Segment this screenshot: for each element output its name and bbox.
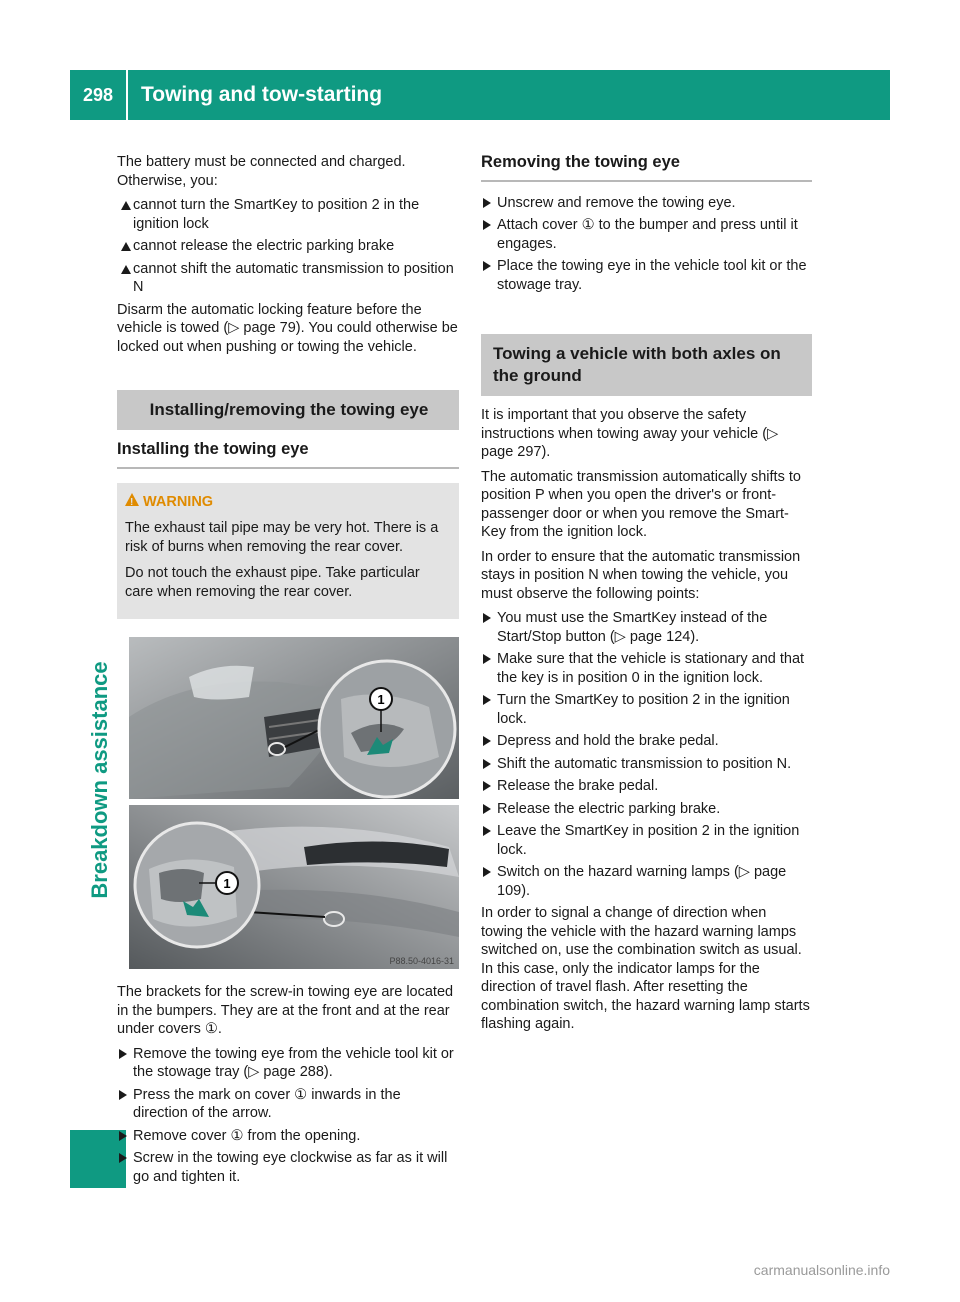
header-divider	[126, 70, 128, 120]
warning-label: WARNING	[143, 493, 214, 510]
subheading-removing: Removing the towing eye	[481, 153, 812, 182]
list-item: cannot turn the SmartKey to position 2 in the ignition lock	[117, 196, 459, 233]
towing-paragraph-2: The automatic transmission automatically shifts to position P when you open the driver's or front-passenger door or when you remove the Smart-Key from the ignition lock.	[481, 468, 801, 540]
car-bumper-illustration	[129, 637, 459, 969]
tow-step: Release the electric parking brake.	[481, 800, 812, 819]
warning-heading	[125, 493, 451, 512]
list-item: cannot shift the automatic transmission to position N	[117, 260, 459, 297]
towing-paragraph-3: In order to ensure that the automatic transmission stays in position N when towing the vehicle, you must observe the following points:	[481, 548, 801, 602]
section-heading-towing-axles: Towing a vehicle with both axles on the ground	[481, 334, 812, 396]
warning-box	[117, 483, 459, 620]
warning-icon	[125, 493, 139, 506]
left-column	[117, 153, 459, 1190]
watermark: carmanualsonline.info	[753, 1262, 890, 1278]
tow-step: You must use the SmartKey instead of the Start/Stop button (▷ page 124).	[481, 609, 812, 646]
tow-step: Make sure that the vehicle is stationary and that the key is in position 0 in the ignition lock.	[481, 650, 812, 687]
callout-number: 1	[223, 876, 231, 891]
remove-step: Attach cover ① to the bumper and press until it engages.	[481, 216, 812, 253]
tow-step: Turn the SmartKey to position 2 in the ignition lock.	[481, 691, 812, 728]
install-step: Press the mark on cover ① inwards in the direction of the arrow.	[117, 1086, 459, 1123]
subheading-installing: Installing the towing eye	[117, 440, 459, 469]
image-code: P88.50-4016-31	[389, 956, 454, 966]
callout-number: 1	[377, 692, 385, 707]
locking-note: Disarm the automatic locking feature before the vehicle is towed (▷ page 79). You could otherwise be locked out when pushing or towing the vehicle.	[117, 301, 458, 355]
page-title: Towing and tow-starting	[141, 83, 383, 106]
tow-step: Depress and hold the brake pedal.	[481, 732, 812, 751]
towing-paragraph-1: It is important that you observe the safety instructions when towing away your vehicle (▷ page 297).	[481, 407, 779, 460]
install-step: Screw in the towing eye clockwise as far as it will go and tighten it.	[117, 1149, 459, 1186]
towing-eye-illustration	[129, 637, 459, 969]
towing-paragraph-4: In order to signal a change of direction when towing the vehicle with the hazard warning lamps switched on, use the combination switch as usual. In this case, only the indicator lamps for the direction of travel flash. After resetting the combination switch, the hazard warning lamp starts flashing again.	[481, 905, 810, 1032]
list-item: cannot release the electric parking brake	[117, 237, 459, 256]
install-step: Remove cover ① from the opening.	[117, 1127, 459, 1146]
tow-step: Leave the SmartKey in position 2 in the ignition lock.	[481, 822, 812, 859]
install-step: Remove the towing eye from the vehicle tool kit or the stowage tray (▷ page 288).	[117, 1045, 459, 1082]
battery-intro: The battery must be connected and charged. Otherwise, you:	[117, 154, 406, 189]
side-section-label: Breakdown assistance	[87, 661, 112, 899]
section-heading-towing-eye: Installing/removing the towing eye	[117, 390, 459, 430]
warning-text-2: Do not touch the exhaust pipe. Take particular care when removing the rear cover.	[125, 565, 420, 600]
remove-step: Place the towing eye in the vehicle tool kit or the stowage tray.	[481, 257, 812, 294]
tow-step: Switch on the hazard warning lamps (▷ page 109).	[481, 863, 812, 900]
warning-text-1: The exhaust tail pipe may be very hot. There is a risk of burns when removing the rear cover.	[125, 520, 439, 555]
remove-step: Unscrew and remove the towing eye.	[481, 194, 812, 213]
page-number: 298	[82, 84, 114, 105]
tow-step: Release the brake pedal.	[481, 777, 812, 796]
tow-step: Shift the automatic transmission to position N.	[481, 755, 812, 774]
brackets-text: The brackets for the screw-in towing eye are located in the bumpers. They are at the front and at the rear under covers ①.	[117, 984, 454, 1037]
right-column	[481, 153, 812, 1040]
